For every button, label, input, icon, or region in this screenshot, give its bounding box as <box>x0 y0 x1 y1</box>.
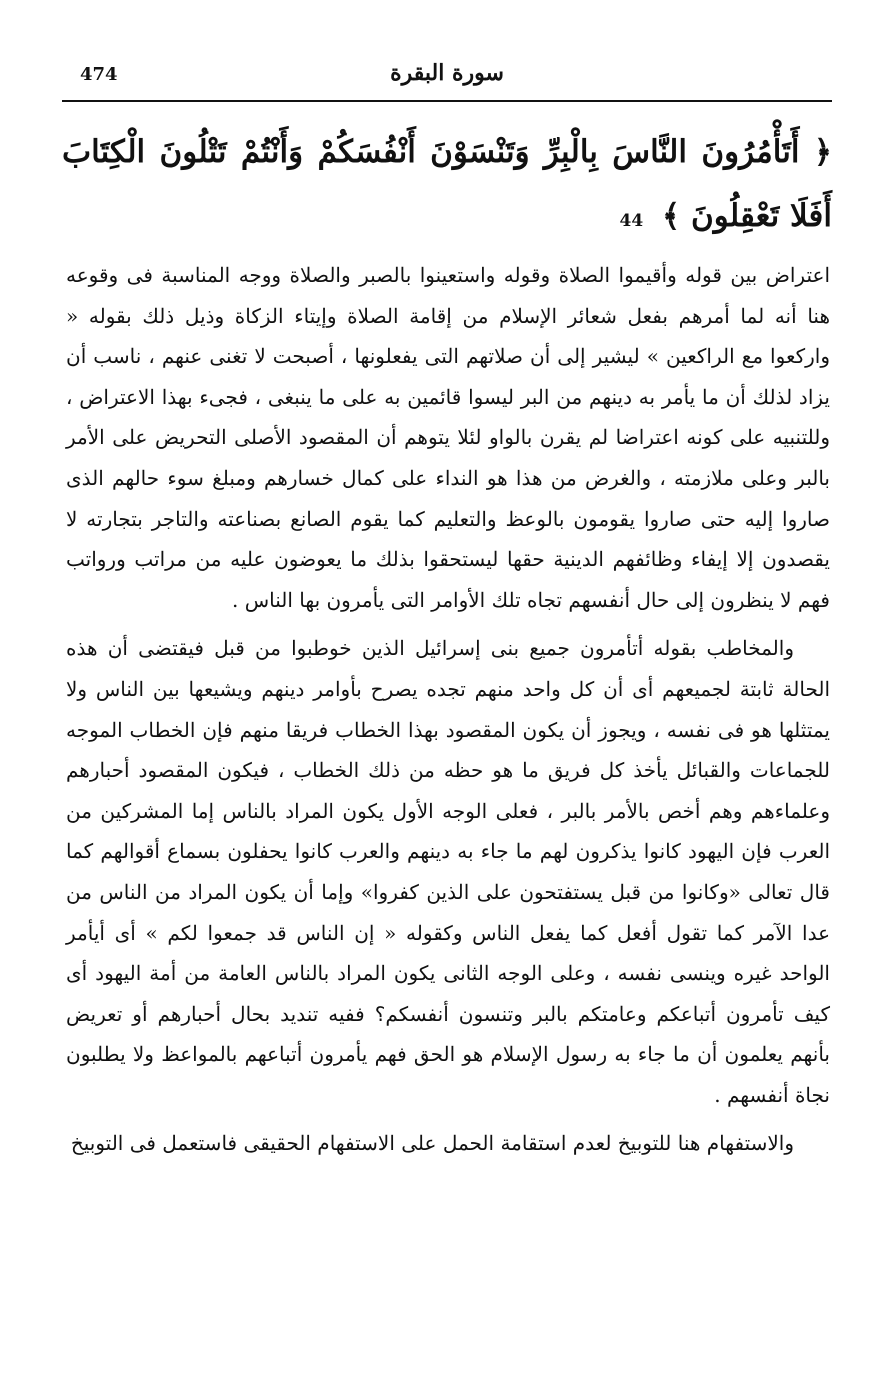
header-divider <box>62 100 832 102</box>
surah-title: سورة البقرة <box>390 60 504 86</box>
commentary-paragraph-1: اعتراض بين قوله وأقيموا الصلاة وقوله واستعينوا بالصبر والصلاة ووجه المناسبة فى وقوعه هنا أنه لما أمرهم بفعل شعائر الإسلام من إقامة الصلاة وإيتاء الزكاة وذيل ذلك بقوله « واركعوا مع الراكعين » ليشير إلى أن صلاتهم التى يفعلونها ، أصبحت لا تغنى عنهم ، ناسب أن يزاد لذلك أن ما يأمر به دينهم من البر ليسوا قائمين به على ما ينبغى ، فجىء بهذا الاعتراض ، وللتنبيه على كونه اعتراضا لم يقرن بالواو لئلا يتوهم أن المقصود الأصلى التحريض على الأمر بالبر وعلى ملازمته ، والغرض من هذا هو النداء على كمال خسارهم ومبلغ سوء حالهم الذى صاروا إليه حتى صاروا يقومون بالوعظ والتعليم كما يقوم الصانع بصناعته والتاجر بتجارته لا يقصدون إلا إيفاء وظائفهم الدينية حقها ليستحقوا بذلك ما يعوضون عليه من مراتب ورواتب فهم لا ينظرون إلى حال أنفسهم تجاه تلك الأوامر التى يأمرون بها الناس . <box>66 263 830 612</box>
commentary-paragraph-3: والاستفهام هنا للتوبيخ لعدم استقامة الحمل على الاستفهام الحقيقى فاستعمل فى التوبيخ <box>70 1131 794 1156</box>
verse-text: ﴿ أَتَأْمُرُونَ النَّاسَ بِالْبِرِّ وَتَنْسَوْنَ أَنْفُسَكُمْ وَأَنْتُمْ تَتْلُونَ الْكِتَابَ أَفَلَا تَعْقِلُونَ ﴾ <box>62 134 832 234</box>
page-header <box>62 58 832 98</box>
verse-number: 44 <box>619 211 644 231</box>
quran-verse <box>62 120 832 253</box>
page-number: 474 <box>80 64 118 85</box>
commentary-body <box>66 255 830 1164</box>
commentary-paragraph-2: والمخاطب بقوله أتأمرون جميع بنى إسرائيل الذين خوطبوا من قبل فيقتضى أن هذه الحالة ثابتة لجميعهم أى أن كل واحد منهم تجده يصرح بأوامر دينهم ويشيعها بين الناس ولا يمتثلها هو فى نفسه ، ويجوز أن يكون المقصود بهذا الخطاب فريقا منهم فإن الخطاب الموجه للجماعات والقبائل يأخذ كل فريق ما هو حظه من ذلك الخطاب ، فيكون المقصود أحبارهم وعلماءهم وهم أخص بالأمر بالبر ، فعلى الوجه الأول يكون المراد بالناس إما المشركين من العرب فإن اليهود كانوا يذكرون لهم ما جاء به دينهم والعرب كانوا يحفلون بسماع أقوالهم كما قال تعالى «وكانوا من قبل يستفتحون على الذين كفروا» وإما أن يكون المراد من الناس من عدا الآمر كما تقول أفعل كما يفعل الناس وكقوله « إن الناس قد جمعوا لكم » أى أيأمر الواحد غيره وينسى نفسه ، وعلى الوجه الثانى يكون المراد بالناس العامة من أمة اليهود أى كيف تأمرون أتباعكم وعامتكم بالبر وتنسون أنفسكم؟ ففيه تنديد بحال أحبارهم أو تعريض بأنهم يعلمون أن ما جاء به رسول الإسلام هو الحق فهم يأمرون أتباعهم بالمواعظ ولا يطلبون نجاة أنفسهم . <box>66 636 830 1107</box>
